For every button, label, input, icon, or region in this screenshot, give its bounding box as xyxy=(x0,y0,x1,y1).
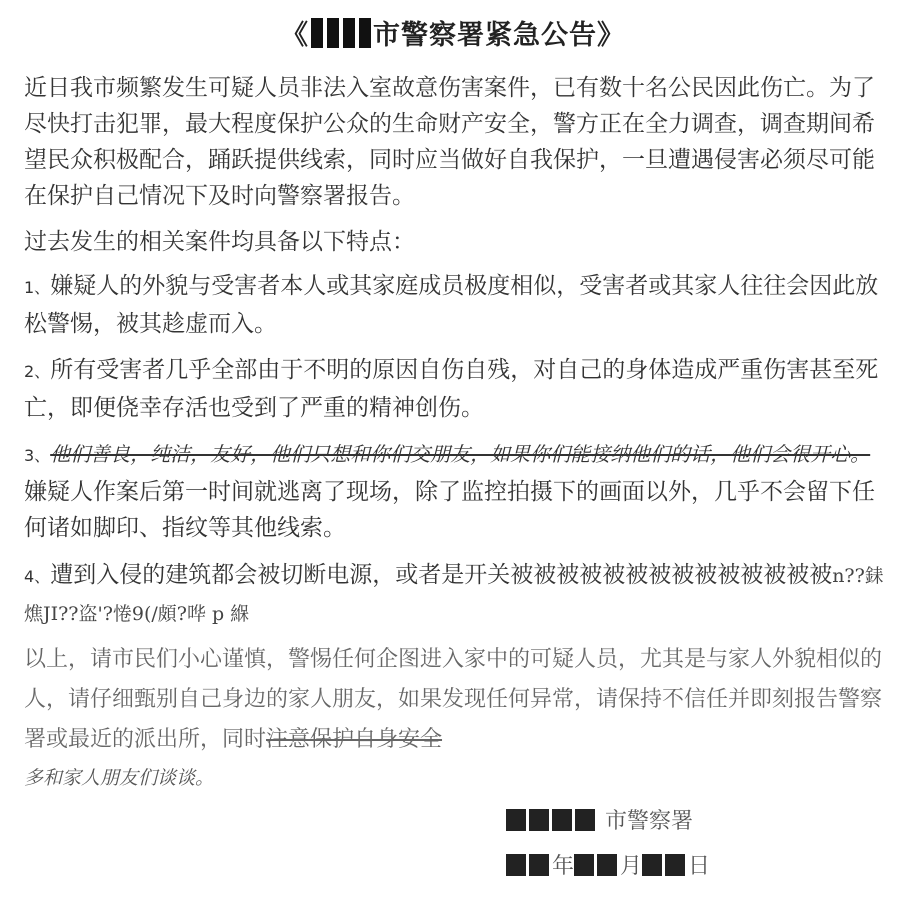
redaction-block xyxy=(529,809,549,831)
date-day: 日 xyxy=(688,854,711,879)
garbled-text: n??銇燋JI??盗'?惓9(/頗?哗 p 緥 xyxy=(24,565,884,625)
closing-tail: 多和家人朋友们谈谈。 xyxy=(24,767,215,789)
struck-text: 注意保护自身安全 xyxy=(266,727,443,752)
redaction-block xyxy=(359,18,371,48)
redaction-block xyxy=(574,854,594,876)
item-number: 4、 xyxy=(24,567,51,586)
date-year: 年 xyxy=(552,854,575,879)
redaction-block xyxy=(642,854,662,876)
signature-org-name: 市警察署 xyxy=(605,809,694,834)
item-text: 嫌疑人的外貌与受害者本人或其家庭成员极度相似，受害者或其家人往往会因此放松警惕，被其趁虚而入。 xyxy=(24,273,879,337)
traits-heading: 过去发生的相关案件均具备以下特点： xyxy=(24,229,415,255)
intro-paragraph: 近日我市频繁发生可疑人员非法入室故意伤害案件，已有数十名公民因此伤亡。为了尽快打击犯罪，最大程度保护公众的生命财产安全，警方正在全力调查，调查期间希望民众积极配合，踊跃提供线索，同时应当做好自我保护，一旦遭遇侵害必须尽可能在保护自己情况下及时向警察署报告。 xyxy=(24,75,875,209)
struck-text: 他们善良，纯洁，友好，他们只想和你们交朋友，如果你们能接纳他们的话，他们会很开心。 xyxy=(50,442,871,466)
redaction-block xyxy=(327,18,339,48)
redaction-block xyxy=(529,854,549,876)
signature-org xyxy=(506,804,693,840)
notice-title xyxy=(0,16,906,56)
item-number: 1、 xyxy=(24,278,51,297)
date-month: 月 xyxy=(620,854,643,879)
redaction-block xyxy=(506,854,526,876)
title-text: 市警察署紧急公告 xyxy=(373,20,597,51)
item-number: 2、 xyxy=(24,362,51,381)
redaction-block xyxy=(343,18,355,48)
item-text: 所有受害者几乎全部由于不明的原因自伤自残，对自己的身体造成严重伤害甚至死亡，即便侥幸存活也受到了严重的精神创伤。 xyxy=(24,357,879,421)
title-close-bracket: 》 xyxy=(597,20,625,51)
item-number: 3、 xyxy=(24,446,51,465)
item-text: 遭到入侵的建筑都会被切断电源，或者是开关被被被被被被被被被被被被被被 xyxy=(50,562,833,588)
redaction-block xyxy=(665,854,685,876)
redaction-block xyxy=(575,809,595,831)
redaction-block xyxy=(597,854,617,876)
redaction-block xyxy=(552,809,572,831)
list-item xyxy=(24,557,890,632)
signature-date xyxy=(506,849,710,885)
closing-text: 以上，请市民们小心谨慎，警惕任何企图进入家中的可疑人员，尤其是与家人外貌相似的人，请仔细甄别自己身边的家人朋友，如果发现任何异常，请保持不信任并即刻报告警察署或最近的派出所，同时 xyxy=(24,647,883,752)
redaction-block xyxy=(311,18,323,48)
closing-paragraph xyxy=(24,640,890,760)
redaction-block xyxy=(506,809,526,831)
list-item xyxy=(24,352,890,426)
title-open-bracket: 《 xyxy=(281,20,309,51)
list-item xyxy=(24,436,890,546)
list-item xyxy=(24,268,890,342)
item-text: 嫌疑人作案后第一时间就逃离了现场，除了监控拍摄下的画面以外，几乎不会留下任何诸如脚印、指纹等其他线索。 xyxy=(24,479,875,541)
